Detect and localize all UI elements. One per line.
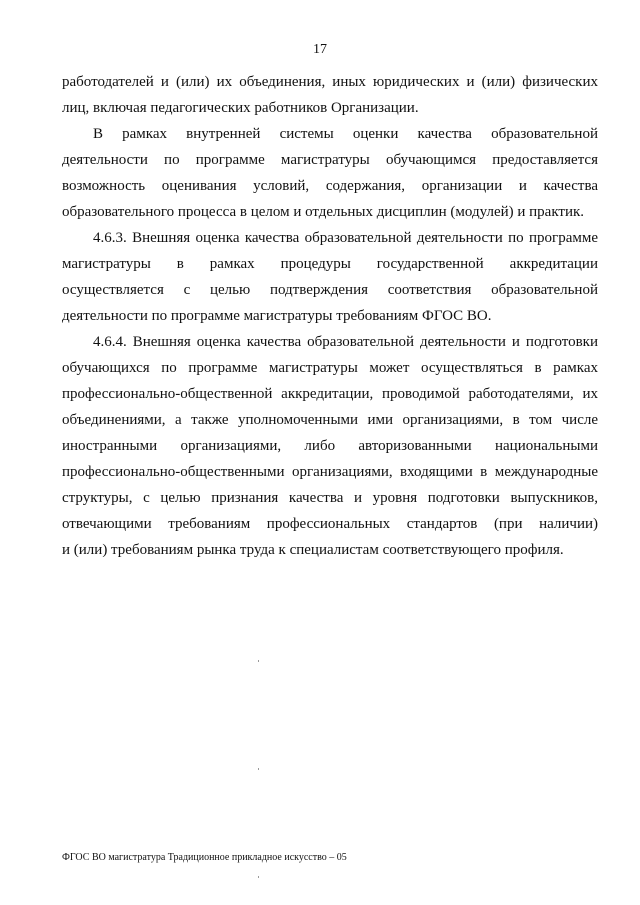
scan-speck xyxy=(258,768,259,770)
paragraph-4-6-4 xyxy=(62,329,598,563)
text-line: 4.6.3. Внешняя оценка качества образовательной деятельности по программе xyxy=(93,230,598,246)
text-line: образовательного процесса в целом и отдельных дисциплин (модулей) и практик. xyxy=(62,204,585,220)
paragraph-continuation xyxy=(62,69,598,121)
document-footer: ФГОС ВО магистратура Традиционное прикладное искусство – 05 xyxy=(62,852,347,863)
paragraph-internal-assessment xyxy=(62,121,598,225)
text-line: профессионально-общественной аккредитации, проводимой работодателями, их xyxy=(62,386,598,402)
text-line: магистратуры в рамках процедуры государственной аккредитации xyxy=(62,256,598,272)
text-line: осуществляется с целью подтверждения соответствия образовательной xyxy=(62,282,598,298)
text-line: обучающихся по программе магистратуры может осуществляться в рамках xyxy=(62,360,598,376)
text-line: работодателей и (или) их объединения, иных юридических и (или) физических xyxy=(62,74,598,90)
text-line: профессионально-общественными организациями, входящими в международные xyxy=(62,464,598,480)
text-line: 4.6.4. Внешняя оценка качества образовательной деятельности и подготовки xyxy=(93,334,598,350)
text-line: иностранными организациями, либо авторизованными национальными xyxy=(62,438,598,454)
text-line: лиц, включая педагогических работников Организации. xyxy=(62,100,419,116)
text-line: возможность оценивания условий, содержания, организации и качества xyxy=(62,178,598,194)
text-line: деятельности по программе магистратуры требованиям ФГОС ВО. xyxy=(62,308,492,324)
text-line: отвечающими требованиям профессиональных стандартов (при наличии) xyxy=(62,516,598,532)
document-body xyxy=(62,69,598,563)
text-line: структуры, с целью признания качества и уровня подготовки выпускников, xyxy=(62,490,598,506)
page-number: 17 xyxy=(313,42,327,57)
scan-speck xyxy=(258,660,259,662)
text-line: В рамках внутренней системы оценки качества образовательной xyxy=(93,126,598,142)
text-line: и (или) требованиям рынка труда к специалистам соответствующего профиля. xyxy=(62,542,564,558)
paragraph-4-6-3 xyxy=(62,225,598,329)
text-line: объединениями, а также уполномоченными ими организациями, в том числе xyxy=(62,412,598,428)
text-line: деятельности по программе магистратуры обучающимся предоставляется xyxy=(62,152,598,168)
scan-speck xyxy=(258,876,259,878)
